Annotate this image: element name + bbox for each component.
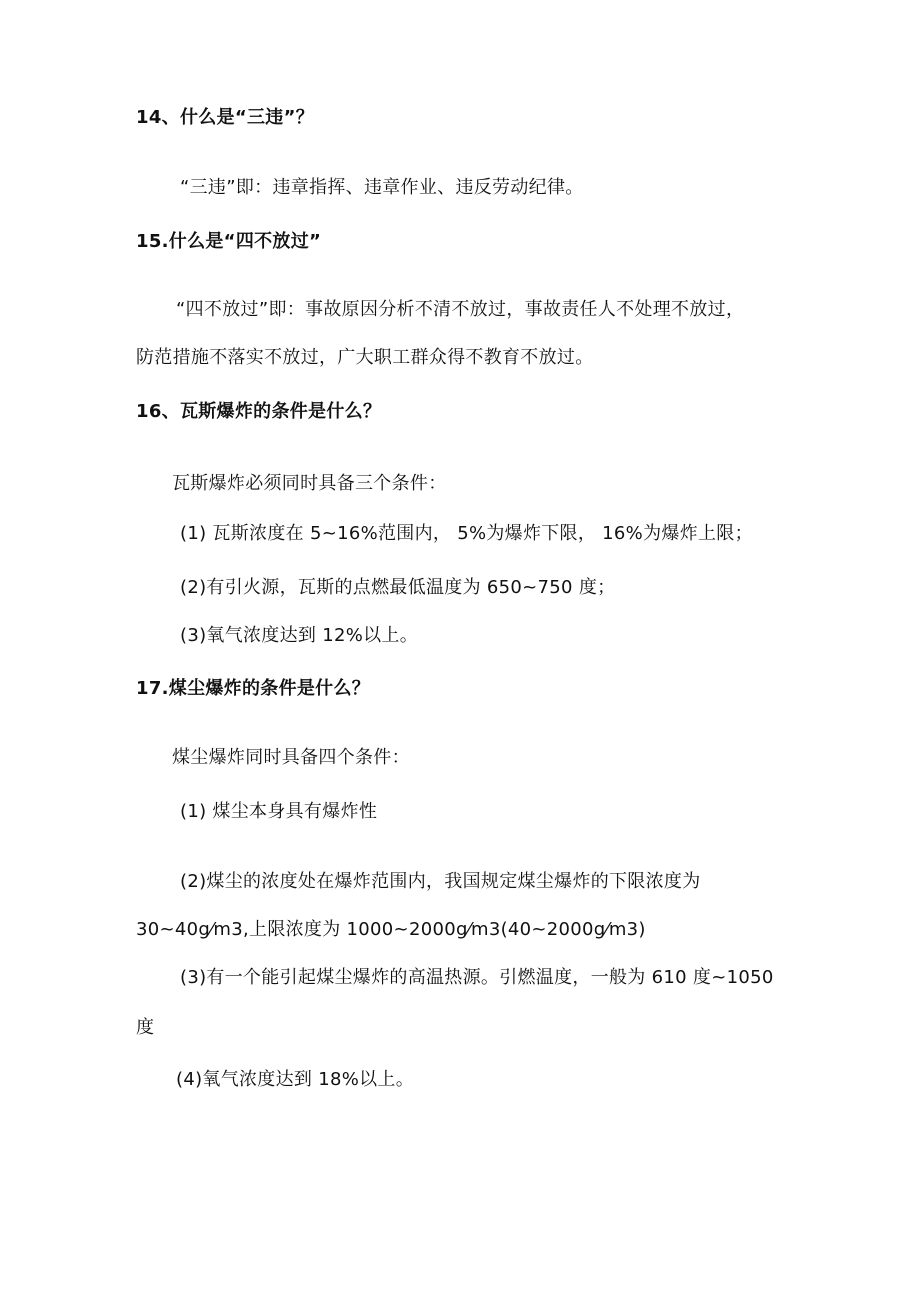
q16-item3: (3)氧气浓度达到 12%以上。 xyxy=(180,625,419,646)
q16-intro: 瓦斯爆炸必须同时具备三个条件： xyxy=(172,473,447,494)
q14-answer: “三违”即：违章指挥、违章作业、违反劳动纪律。 xyxy=(180,177,584,198)
q17-item3-line2: 度 xyxy=(136,1017,155,1038)
q17-item2-line2: 30~40g⁄m3,上限浓度为 1000~2000g⁄m3(40~2000g⁄m3) xyxy=(136,919,646,940)
q16-heading: 16、瓦斯爆炸的条件是什么？ xyxy=(136,401,382,422)
q17-item3-line1: (3)有一个能引起煤尘爆炸的高温热源。引燃温度，一般为 610 度~1050 xyxy=(180,967,774,988)
q15-heading: 15.什么是“四不放过” xyxy=(136,231,322,252)
q17-intro: 煤尘爆炸同时具备四个条件： xyxy=(172,747,410,768)
q17-item2-line1: (2)煤尘的浓度处在爆炸范围内，我国规定煤尘爆炸的下限浓度为 xyxy=(180,871,701,892)
q16-item1: (1) 瓦斯浓度在 5~16%范围内， 5%为爆炸下限， 16%为爆炸上限； xyxy=(180,523,753,544)
q14-heading: 14、什么是“三违”？ xyxy=(136,107,315,128)
q15-answer-line1: “四不放过”即：事故原因分析不清不放过，事故责任人不处理不放过， xyxy=(176,299,745,320)
q16-item2: (2)有引火源，瓦斯的点燃最低温度为 650~750 度； xyxy=(180,577,616,598)
q15-answer-line2: 防范措施不落实不放过，广大职工群众得不教育不放过。 xyxy=(136,347,594,368)
q17-item1: (1) 煤尘本身具有爆炸性 xyxy=(180,801,378,822)
q17-item4: (4)氧气浓度达到 18%以上。 xyxy=(176,1069,415,1090)
q17-heading: 17.煤尘爆炸的条件是什么？ xyxy=(136,678,371,699)
